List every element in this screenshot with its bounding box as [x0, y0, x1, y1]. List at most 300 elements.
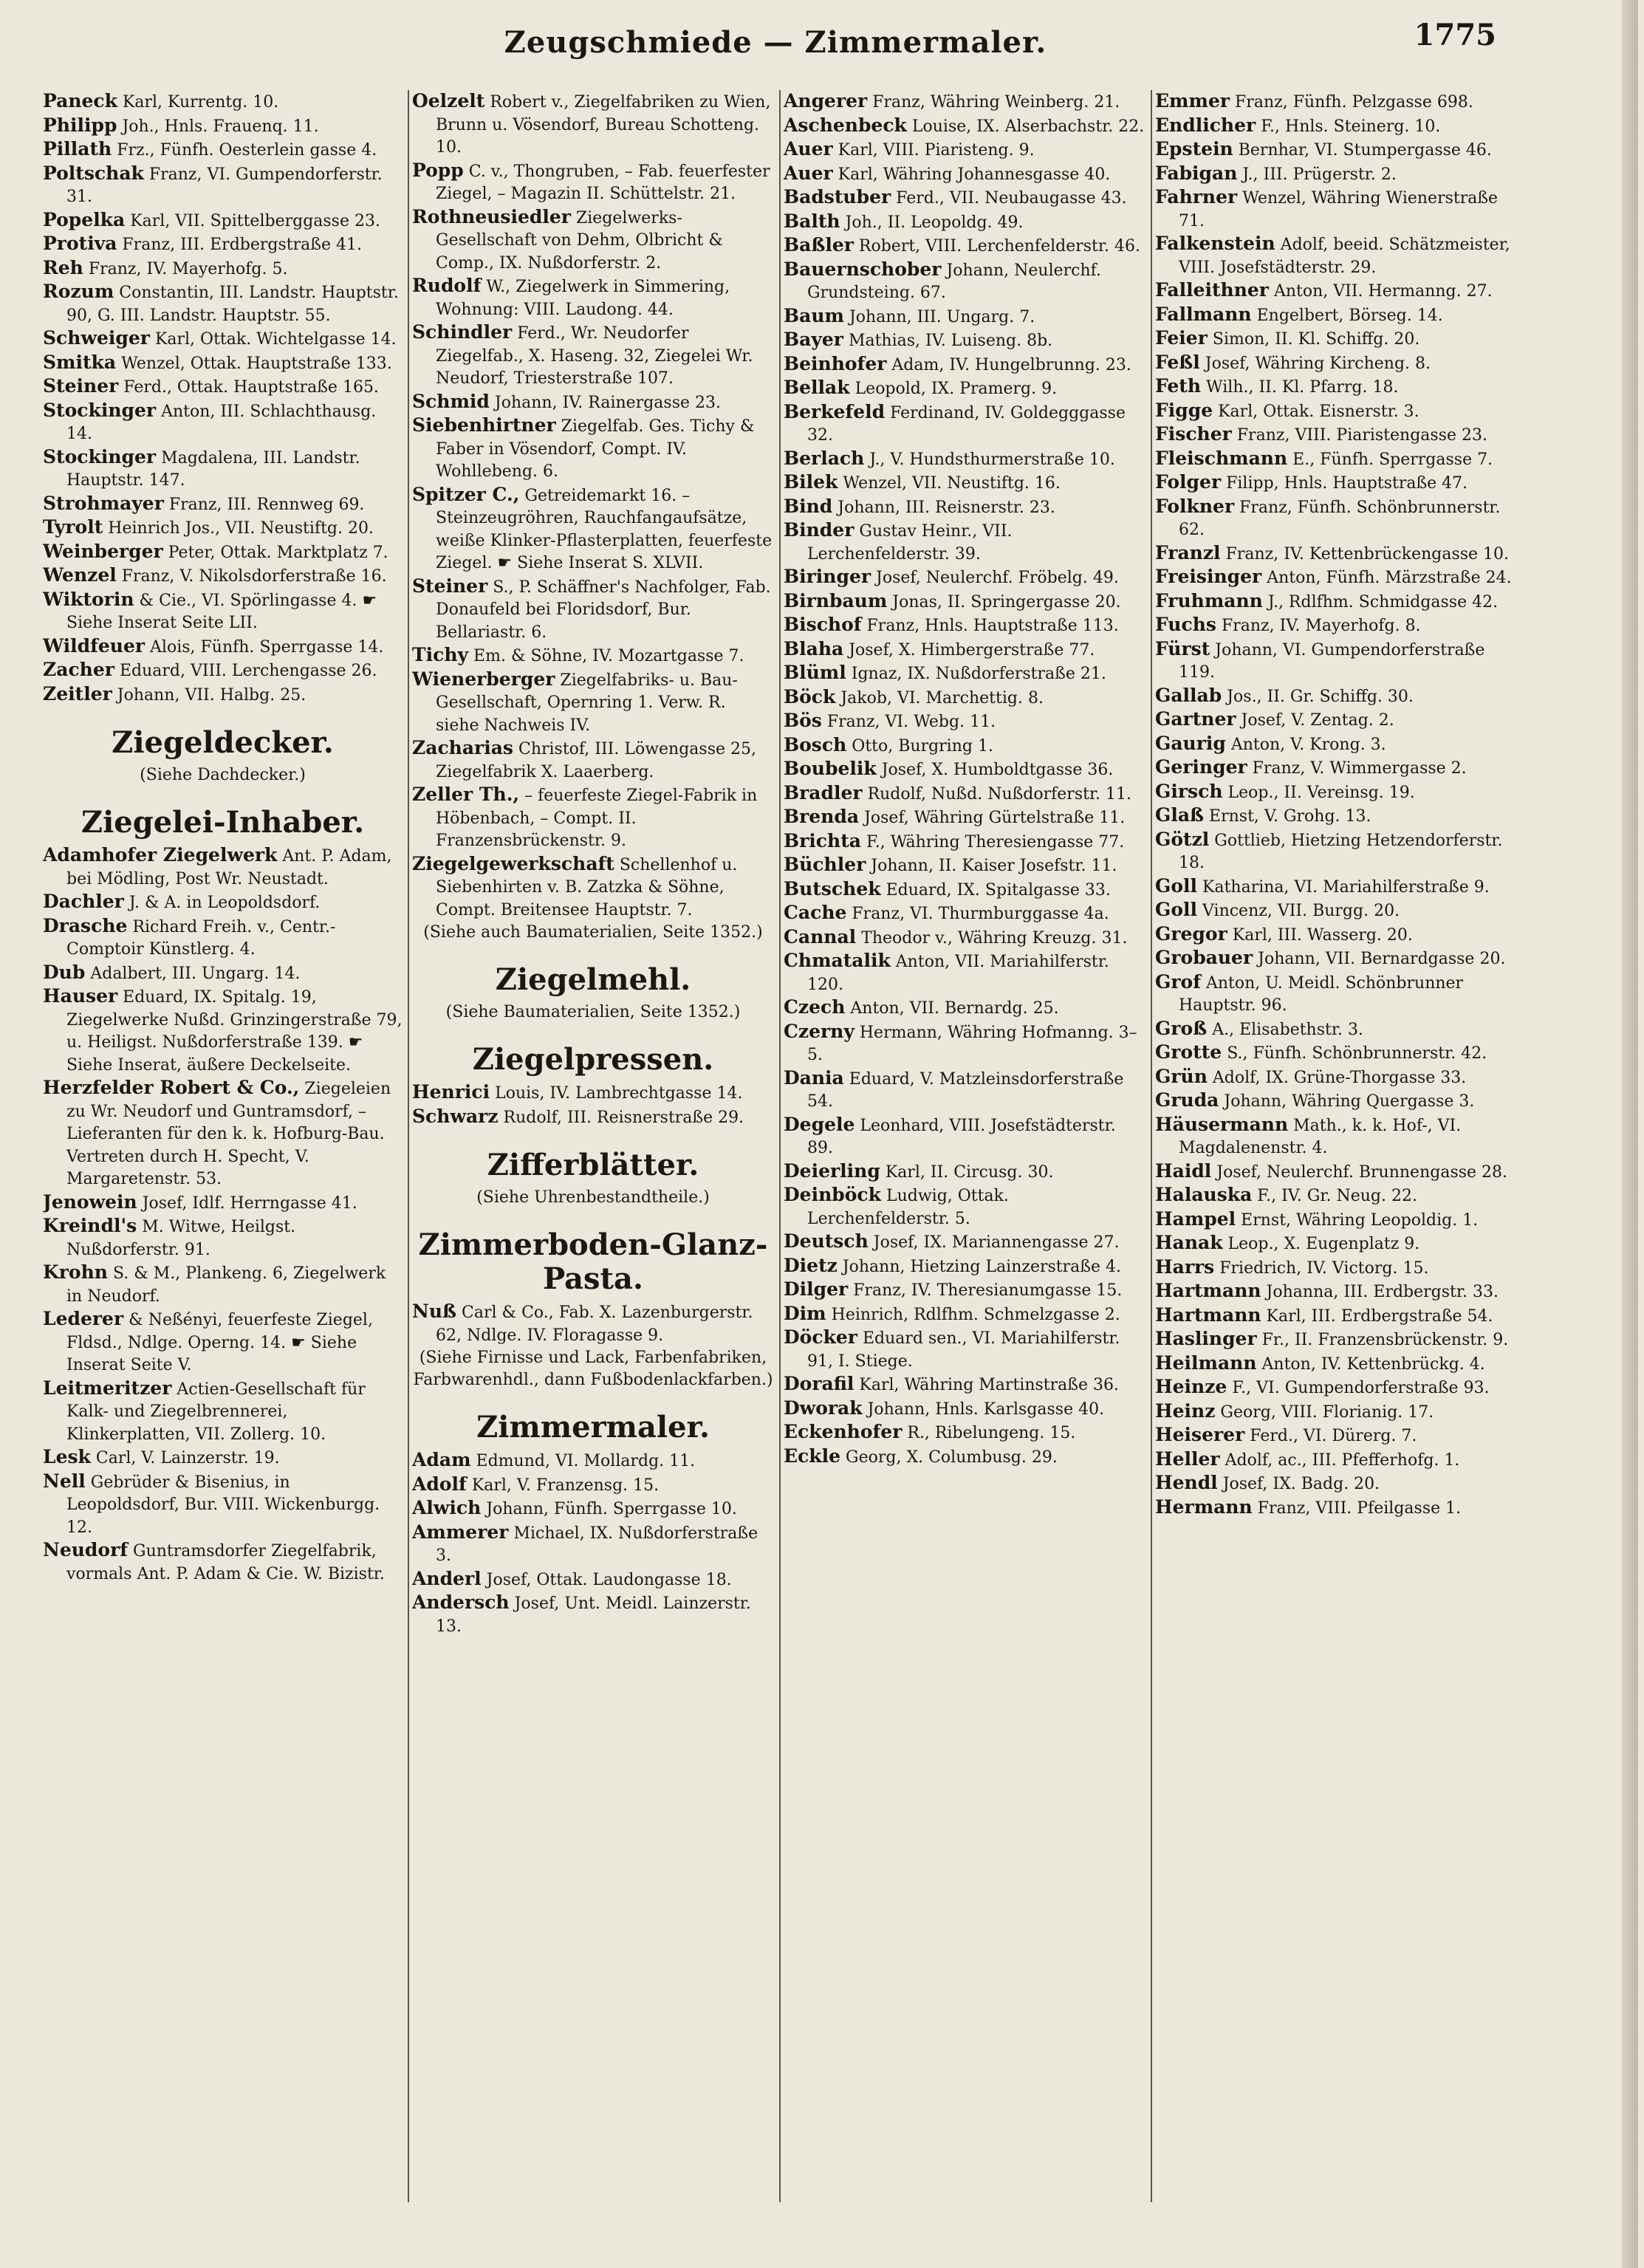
entry-address: Otto, Burgring 1. — [852, 736, 993, 756]
directory-entry — [1155, 638, 1520, 685]
entry-name: Nuß — [412, 1301, 457, 1322]
entry-address: Anton, III. Schlachthausg. 14. — [66, 402, 377, 443]
directory-entry — [784, 1373, 1145, 1397]
directory-entry — [43, 352, 403, 376]
entry-address: Eduard, IX. Spitalgasse 33. — [886, 880, 1111, 900]
entry-name: Wildfeuer — [43, 634, 145, 657]
entry-name: Glaß — [1155, 804, 1205, 826]
entry-name: Grün — [1155, 1065, 1208, 1087]
entry-name: Dachler — [43, 891, 124, 912]
directory-entry — [412, 1449, 774, 1473]
entry-address: Ferd., VI. Dürerg. 7. — [1250, 1427, 1417, 1445]
entry-address: Josef, Neulerchf. Fröbelg. 49. — [876, 569, 1119, 587]
entry-name: Butschek — [784, 877, 881, 900]
directory-entry — [1155, 804, 1520, 829]
directory-entry — [784, 90, 1145, 114]
entry-name: Böck — [784, 685, 836, 708]
entry-name: Folkner — [1155, 495, 1235, 517]
entry-address: Heinrich Jos., VII. Neustiftg. 20. — [108, 519, 374, 538]
entry-address: Franz, Fünfh. Schönbrunnerstr. 62. — [1179, 498, 1501, 539]
entry-name: Fischer — [1155, 423, 1232, 445]
entry-address: Theodor v., Währing Kreuzg. 31. — [861, 928, 1128, 948]
entry-address: S. & M., Plankeng. 6, Ziegelwerk in Neudorf. — [66, 1264, 386, 1306]
entry-name: Jenowein — [43, 1190, 137, 1213]
entry-address: Karl, VIII. Piaristeng. 9. — [838, 141, 1035, 160]
entry-name: Falkenstein — [1155, 233, 1275, 254]
entry-address: Adam, IV. Hungelbrunng. 23. — [891, 355, 1131, 374]
cross-reference-note: (Siehe Firnisse und Lack, Farbenfabriken, Farbwarenhdl., dann Fußbodenlackfarben.) — [413, 1349, 773, 1389]
directory-entry — [412, 414, 774, 484]
entry-address: Richard Freih. v., Centr.-Comptoir Künstlerg. 4. — [66, 917, 336, 959]
section-heading: Ziegelpressen. — [472, 1042, 714, 1077]
entry-name: Gruda — [1155, 1089, 1219, 1111]
entry-address: Wenzel, VII. Neustiftg. 16. — [843, 474, 1061, 493]
directory-entry — [784, 210, 1145, 235]
entry-address: Josef, Unt. Meidl. Lainzerstr. 13. — [436, 1594, 751, 1636]
entry-address: J. & A. in Leopoldsdorf. — [129, 894, 321, 912]
entry-address: Karl, Ottak. Eisnerstr. 3. — [1218, 402, 1419, 421]
directory-entry — [784, 734, 1145, 758]
entry-name: Bischof — [784, 614, 862, 635]
entry-name: Hampel — [1155, 1207, 1236, 1230]
entry-name: Dub — [43, 961, 86, 983]
entry-address: Josef, IX. Badg. 20. — [1222, 1475, 1380, 1493]
entry-name: Boubelik — [784, 758, 877, 779]
entry-name: Harrs — [1155, 1255, 1215, 1278]
directory-entry — [43, 659, 403, 683]
directory-entry — [784, 1278, 1145, 1303]
entry-address: Josef, X. Himbergerstraße 77. — [849, 640, 1095, 659]
entry-address: Franz, IV. Theresianumgasse 15. — [853, 1281, 1123, 1300]
directory-entry — [43, 589, 403, 635]
entry-name: Rothneusiedler — [412, 205, 571, 227]
entry-name: Döcker — [784, 1326, 857, 1348]
entry-name: Leitmeritzer — [43, 1377, 172, 1399]
entry-name: Dworak — [784, 1397, 863, 1419]
entry-address: Franz, VI. Webg. 11. — [826, 713, 996, 731]
directory-entry — [43, 375, 403, 400]
entry-name: Lesk — [43, 1446, 91, 1467]
entry-name: Freisinger — [1155, 566, 1262, 587]
entry-name: Pillath — [43, 138, 112, 160]
entry-name: Hauser — [43, 985, 118, 1007]
entry-name: Bayer — [784, 329, 843, 350]
entry-name: Stockinger — [43, 399, 157, 421]
directory-entry — [1155, 400, 1520, 424]
column-3 — [784, 90, 1145, 2217]
directory-entry — [784, 614, 1145, 638]
directory-entry — [412, 1521, 774, 1568]
directory-entry — [43, 1446, 403, 1470]
entry-address: Franz, VI. Gumpendorferstr. 31. — [66, 165, 383, 206]
entry-name: Paneck — [43, 90, 117, 112]
directory-entry — [412, 1301, 774, 1347]
entry-address: Hermann, Währing Hofmanng. 3–5. — [807, 1023, 1137, 1064]
entry-name: Geringer — [1155, 756, 1247, 778]
entry-name: Smitka — [43, 351, 117, 373]
entry-address: Katharina, VI. Mariahilferstraße 9. — [1202, 877, 1490, 897]
entry-address: Joh., II. Leopoldg. 49. — [845, 213, 1024, 232]
entry-address: Franz, Hnls. Hauptstraße 113. — [866, 617, 1119, 635]
entry-name: Siebenhirtner — [412, 414, 556, 436]
entry-name: Fallmann — [1155, 303, 1252, 325]
entry-name: Bilek — [784, 471, 838, 493]
directory-entry — [784, 138, 1145, 162]
entry-name: Adamhofer Ziegelwerk — [43, 844, 278, 866]
directory-entry — [784, 566, 1145, 590]
entry-name: Figge — [1155, 399, 1213, 421]
directory-entry — [784, 1230, 1145, 1255]
directory-entry — [43, 400, 403, 446]
entry-address: Franz, Währing Weinberg. 21. — [872, 93, 1120, 112]
section-heading: Zimmerboden-Glanz-Pasta. — [418, 1227, 768, 1296]
directory-entry — [1155, 1352, 1520, 1377]
entry-name: Girsch — [1155, 780, 1223, 802]
directory-entry — [784, 710, 1145, 734]
cross-reference-note: (Siehe Dachdecker.) — [140, 766, 306, 784]
entry-name: Henrici — [412, 1081, 490, 1103]
entry-address: Johann, III. Reisnerstr. 23. — [838, 498, 1055, 517]
entry-name: Zeitler — [43, 682, 112, 705]
entry-address: Johann, VII. Bernardgasse 20. — [1258, 950, 1506, 968]
directory-entry — [1155, 162, 1520, 187]
directory-entry — [784, 686, 1145, 710]
entry-name: Halauska — [1155, 1184, 1253, 1205]
directory-entry — [784, 638, 1145, 662]
directory-entry — [784, 471, 1145, 496]
entry-address: Math., k. k. Hof-, VI. Magdalenenstr. 4. — [1179, 1116, 1462, 1157]
directory-entry — [412, 275, 774, 321]
entry-name: Deinböck — [784, 1184, 881, 1205]
entry-name: Nell — [43, 1470, 86, 1492]
entry-address: Adolf, beeid. Schätzmeister, VIII. Josefstädterstr. 29. — [1179, 236, 1510, 277]
entry-name: Lederer — [43, 1308, 124, 1329]
page-edge — [1622, 0, 1638, 2268]
directory-entry — [1155, 614, 1520, 638]
entry-name: Heiserer — [1155, 1424, 1245, 1445]
entry-name: Haidl — [1155, 1159, 1212, 1182]
entry-name: Häusermann — [1155, 1113, 1289, 1135]
directory-entry — [1155, 186, 1520, 233]
entry-name: Steiner — [43, 375, 119, 397]
entry-address: A., Elisabethstr. 3. — [1212, 1020, 1363, 1039]
directory-entry — [43, 327, 403, 352]
entry-address: Franz, IV. Mayerhofg. 8. — [1221, 617, 1421, 635]
directory-entry — [412, 1106, 774, 1130]
entry-address: Franz, III. Rennweg 69. — [168, 495, 365, 514]
directory-entry — [43, 233, 403, 257]
entry-address: Robert v., Ziegelfabriken zu Wien, Brunn u. Vösendorf, Bureau Schotteng. 10. — [436, 93, 771, 157]
entry-name: Cannal — [784, 925, 857, 948]
entry-name: Hermann — [1155, 1496, 1253, 1518]
entry-address: Schellenhof u. Siebenhirten v. B. Zatzka & Söhne, Compt. Breitensee Hauptstr. 7. — [436, 855, 738, 919]
entry-address: Bernhar, VI. Stumpergasse 46. — [1238, 141, 1492, 160]
cross-reference-note: (Siehe Baumaterialien, Seite 1352.) — [445, 1003, 741, 1021]
entry-name: Haslinger — [1155, 1328, 1257, 1349]
directory-entry — [1155, 90, 1520, 114]
entry-name: Strohmayer — [43, 492, 164, 514]
entry-name: Dilger — [784, 1278, 849, 1300]
entry-name: Fabigan — [1155, 162, 1238, 184]
entry-name: Endlicher — [1155, 114, 1256, 136]
entry-name: Dim — [784, 1302, 826, 1324]
directory-entry — [784, 401, 1145, 448]
entry-name: Berkefeld — [784, 400, 886, 422]
directory-entry — [1155, 1448, 1520, 1473]
entry-name: Tichy — [412, 644, 469, 665]
entry-address: S., P. Schäffner's Nachfolger, Fab. Donaufeld bei Floridsdorf, Bur. Bellariastr. 6. — [436, 578, 771, 642]
entry-address: Jonas, II. Springergasse 20. — [892, 592, 1121, 611]
entry-address: Josef, X. Humboldtgasse 36. — [881, 761, 1114, 779]
directory-entry — [784, 926, 1145, 950]
entry-name: Anderl — [412, 1567, 482, 1589]
entry-name: Adam — [412, 1449, 471, 1470]
entry-address: Franz, Fünfh. Pelzgasse 698. — [1235, 93, 1473, 112]
entry-name: Angerer — [784, 90, 868, 112]
directory-entry — [1155, 1424, 1520, 1448]
entry-name: Gregor — [1155, 922, 1227, 945]
entry-address: Johann, Hnls. Karlsgasse 40. — [867, 1399, 1105, 1419]
directory-entry — [1155, 781, 1520, 805]
entry-name: Auer — [784, 162, 833, 184]
entry-name: Fürst — [1155, 637, 1210, 659]
entry-address: Johann, IV. Rainergasse 23. — [494, 393, 721, 412]
entry-address: Johann, III. Ungarg. 7. — [849, 307, 1035, 326]
directory-entry — [43, 281, 403, 327]
entry-name: Feier — [1155, 327, 1208, 349]
directory-entry — [784, 1303, 1145, 1327]
entry-address: Johann, VII. Halbg. 25. — [117, 685, 306, 705]
entry-address: Karl, Währing Martinstraße 36. — [859, 1376, 1119, 1394]
directory-entry — [784, 854, 1145, 878]
directory-entry — [784, 353, 1145, 377]
entry-name: Feßl — [1155, 351, 1200, 373]
directory-entry — [43, 90, 403, 114]
entry-address: Franz, VIII. Pfeilgasse 1. — [1257, 1498, 1462, 1518]
directory-entry — [412, 737, 774, 784]
entry-address: Franz, V. Nikolsdorferstraße 16. — [121, 567, 387, 586]
section-heading: Ziegeldecker. — [112, 725, 334, 760]
entry-name: Franzl — [1155, 541, 1221, 563]
directory-entry — [43, 915, 403, 962]
entry-name: Goll — [1155, 874, 1198, 897]
entry-name: Hartmann — [1155, 1303, 1261, 1326]
cross-reference-note: (Siehe Uhrenbestandtheile.) — [476, 1188, 710, 1207]
entry-name: Zacharias — [412, 737, 513, 758]
directory-entry — [1155, 1114, 1520, 1160]
entry-name: Rozum — [43, 281, 114, 302]
entry-name: Fleischmann — [1155, 447, 1288, 469]
directory-entry — [1155, 1328, 1520, 1352]
directory-entry — [1155, 1018, 1520, 1042]
entry-name: Protiva — [43, 233, 117, 254]
directory-entry — [43, 162, 403, 209]
entry-address: Ferd., Ottak. Hauptstraße 165. — [123, 378, 379, 397]
directory-entry — [784, 162, 1145, 187]
directory-entry — [43, 493, 403, 517]
entry-name: Kreindl's — [43, 1215, 137, 1236]
entry-address: Carl & Co., Fab. X. Lazenburgerstr. 62, Ndlge. IV. Floragasse 9. — [436, 1303, 753, 1345]
directory-entry — [784, 996, 1145, 1021]
directory-entry — [1155, 1232, 1520, 1256]
entry-address: Louis, IV. Lambrechtgasse 14. — [495, 1084, 743, 1103]
entry-name: Rudolf — [412, 275, 482, 296]
directory-entry — [784, 662, 1145, 686]
entry-address: Robert, VIII. Lerchenfelderstr. 46. — [858, 237, 1140, 256]
entry-address: Johann, Währing Quergasse 3. — [1224, 1092, 1475, 1111]
entry-name: Balth — [784, 210, 840, 232]
entry-name: Reh — [43, 256, 83, 278]
entry-address: Anton, VII. Hermanng. 27. — [1273, 282, 1493, 301]
entry-name: Fuchs — [1155, 614, 1216, 635]
directory-entry — [1155, 1089, 1520, 1114]
entry-address: Leopold, IX. Pramerg. 9. — [854, 380, 1058, 398]
entry-name: Auer — [784, 138, 833, 160]
entry-address: Adalbert, III. Ungarg. 14. — [90, 964, 301, 983]
directory-entry — [1155, 1160, 1520, 1185]
entry-address: F., Währing Theresiengasse 77. — [866, 832, 1125, 852]
directory-entry — [1155, 708, 1520, 733]
entry-address: Friedrich, IV. Victorg. 15. — [1219, 1258, 1429, 1278]
entry-name: Zacher — [43, 659, 114, 680]
entry-name: Emmer — [1155, 90, 1230, 112]
directory-entry — [43, 446, 403, 493]
directory-entry — [784, 448, 1145, 472]
page-header — [0, 10, 1644, 62]
entry-address: Gottlieb, Hietzing Hetzendorferstr. 18. — [1179, 831, 1503, 872]
entry-name: Groß — [1155, 1017, 1208, 1039]
entry-address: Ernst, Währing Leopoldig. 1. — [1241, 1210, 1479, 1230]
directory-entry — [43, 138, 403, 162]
cross-reference-note: (Siehe auch Baumaterialien, Seite 1352.) — [423, 923, 763, 942]
directory-entry — [1155, 1256, 1520, 1281]
entry-name: Feth — [1155, 375, 1202, 397]
entry-address: Franz, V. Wimmergasse 2. — [1252, 759, 1467, 778]
entry-name: Biringer — [784, 566, 871, 587]
entry-address: Heinrich, Rdlfhm. Schmelzgasse 2. — [831, 1305, 1120, 1324]
directory-entry — [784, 234, 1145, 258]
entry-name: Grof — [1155, 970, 1201, 993]
directory-entry — [412, 391, 774, 415]
entry-address: Karl, III. Wasserg. 20. — [1232, 925, 1413, 945]
entry-address: Johann, II. Kaiser Josefstr. 11. — [871, 857, 1117, 875]
entry-address: M. Witwe, Heilgst. Nußdorferstr. 91. — [66, 1218, 296, 1259]
directory-entry — [412, 160, 774, 206]
entry-address: Josef, V. Zentag. 2. — [1241, 711, 1394, 730]
directory-entry — [784, 1067, 1145, 1114]
entry-address: Leonhard, VIII. Josefstädterstr. 89. — [807, 1116, 1116, 1157]
entry-address: Anton, VII. Mariahilferstr. 120. — [807, 953, 1109, 994]
directory-entry — [784, 950, 1145, 996]
directory-entry — [412, 644, 774, 668]
directory-entry — [43, 257, 403, 281]
entry-name: Degele — [784, 1113, 855, 1135]
directory-entry — [1155, 875, 1520, 900]
directory-entry — [43, 985, 403, 1077]
entry-name: Neudorf — [43, 1539, 129, 1560]
entry-address: Gustav Heinr., VII. Lerchenfelderstr. 39. — [807, 522, 1013, 563]
entry-name: Spitzer C., — [412, 483, 520, 505]
entry-address: Franz, IV. Mayerhofg. 5. — [88, 259, 288, 278]
entry-address: Johann, VI. Gumpendorferstraße 119. — [1179, 640, 1485, 682]
entry-address: Karl, Kurrentg. 10. — [122, 93, 279, 112]
entry-address: Karl, II. Circusg. 30. — [885, 1162, 1054, 1182]
directory-entry — [43, 1308, 403, 1377]
entry-address: Eduard sen., VI. Mariahilferstr. 91, I. Stiege. — [807, 1329, 1120, 1371]
entry-address: Rudolf, Nußd. Nußdorferstr. 11. — [867, 784, 1132, 804]
entry-name: Weinberger — [43, 540, 163, 562]
entry-address: Karl, III. Erdbergstraße 54. — [1266, 1306, 1493, 1326]
entry-name: Brenda — [784, 806, 860, 827]
entry-name: Blüml — [784, 662, 846, 683]
directory-entry — [412, 1473, 774, 1498]
entry-name: Heller — [1155, 1448, 1220, 1470]
directory-entry — [784, 1397, 1145, 1422]
entry-address: & Cie., VI. Spörlingasse 4. ☛ Siehe Inserat Seite LII. — [66, 591, 377, 632]
directory-entry — [784, 806, 1145, 830]
entry-address: Carl, V. Lainzerstr. 19. — [95, 1449, 280, 1467]
entry-address: Georg, VIII. Florianig. 17. — [1220, 1402, 1434, 1422]
entry-address: Johanna, III. Erdbergstr. 33. — [1266, 1283, 1499, 1301]
directory-entry — [43, 962, 403, 986]
entry-address: Johann, Neulerchf. Grundsteing. 67. — [807, 261, 1101, 302]
entry-name: Schindler — [412, 321, 513, 343]
directory-entry — [1155, 114, 1520, 139]
directory-entry — [1155, 233, 1520, 279]
entry-address: Adolf, IX. Grüne-Thorgasse 33. — [1212, 1068, 1467, 1087]
entry-address: Wenzel, Ottak. Hauptstraße 133. — [121, 354, 392, 373]
entry-name: Czech — [784, 996, 846, 1018]
entry-name: Beinhofer — [784, 352, 887, 374]
entry-name: Wienerberger — [412, 668, 555, 690]
entry-address: – feuerfeste Ziegel-Fabrik in Höbenbach, – Compt. II. Franzensbrückenstr. 9. — [436, 787, 758, 850]
entry-name: Dietz — [784, 1254, 838, 1276]
entry-name: Deierling — [784, 1159, 880, 1182]
entry-address: Edmund, VI. Mollardg. 11. — [476, 1452, 696, 1470]
entry-address: Gebrüder & Bisenius, in Leopoldsdorf, Bur. VIII. Wickenburgg. 12. — [66, 1473, 380, 1537]
entry-name: Stockinger — [43, 445, 157, 467]
entry-name: Folger — [1155, 471, 1222, 493]
entry-address: J., III. Prügerstr. 2. — [1242, 165, 1397, 184]
directory-entry — [43, 891, 403, 915]
entry-name: Herzfelder Robert & Co., — [43, 1077, 300, 1098]
entry-address: Frz., Fünfh. Oesterlein gasse 4. — [117, 141, 377, 160]
directory-entry — [1155, 1304, 1520, 1329]
entry-address: Ziegeleien zu Wr. Neudorf und Guntramsdorf, – Lieferanten für den k. k. Hofburg-Bau. Vertreten durch H. Specht, V. Margaretenstr. 53. — [66, 1080, 391, 1188]
entry-address: Johann, Hietzing Lainzerstraße 4. — [842, 1257, 1121, 1276]
entry-name: Baum — [784, 304, 844, 326]
directory-entry — [784, 1184, 1145, 1230]
directory-entry — [43, 516, 403, 541]
directory-entry — [1155, 1472, 1520, 1496]
entry-address: Johann, Fünfh. Sperrgasse 10. — [486, 1500, 737, 1518]
entry-name: Gaurig — [1155, 732, 1226, 754]
entry-address: F., IV. Gr. Neug. 22. — [1257, 1187, 1417, 1205]
entry-address: Karl, VII. Spittelberggasse 23. — [130, 211, 380, 230]
entry-address: Josef, Währing Kircheng. 8. — [1205, 354, 1431, 373]
directory-entry — [784, 1445, 1145, 1470]
entry-address: Peter, Ottak. Marktplatz 7. — [168, 543, 388, 562]
entry-address: Simon, II. Kl. Schiffg. 20. — [1212, 330, 1420, 349]
entry-name: Alwich — [412, 1497, 482, 1518]
entry-name: Goll — [1155, 899, 1198, 920]
directory-entry — [412, 1592, 774, 1638]
directory-entry — [1155, 1208, 1520, 1233]
entry-name: Philipp — [43, 114, 117, 136]
entry-name: Fruhmann — [1155, 589, 1263, 611]
entry-name: Bauernschober — [784, 258, 942, 280]
section-heading: Ziegelmehl. — [495, 962, 691, 997]
